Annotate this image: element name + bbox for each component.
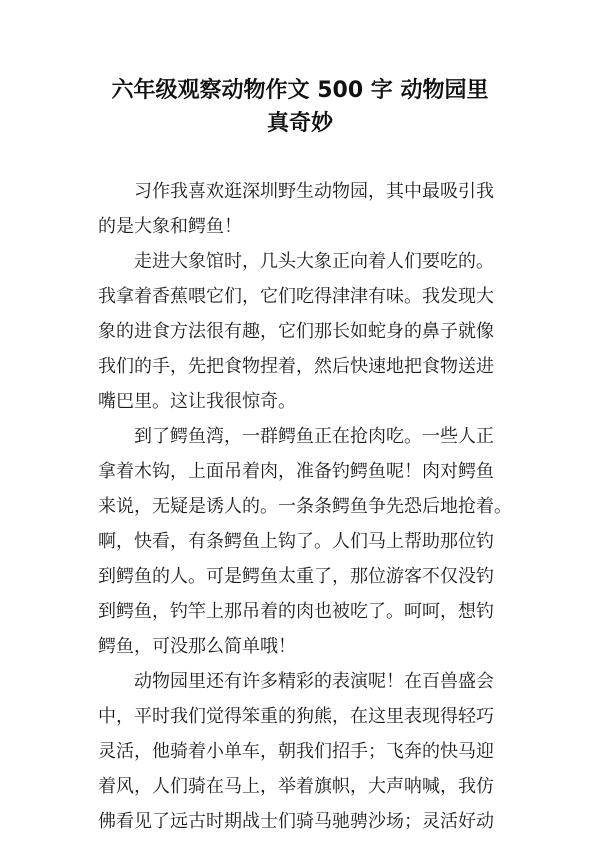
paragraph-line: 中，平时我们觉得笨重的狗熊，在这里表现得轻巧 <box>98 706 494 727</box>
essay-title-line-2: 真奇妙 <box>266 111 333 136</box>
paragraph-line: 嘴巴里。这让我很惊奇。 <box>98 391 296 412</box>
paragraph-line: 我们的手，先把食物捏着，然后快速地把食物送进 <box>98 356 494 377</box>
paragraph-line: 到了鳄鱼湾，一群鳄鱼正在抢肉吃。一些人正 <box>134 426 494 447</box>
paragraph-line: 拿着木钩，上面吊着肉，准备钓鳄鱼呢！肉对鳄鱼 <box>98 461 494 482</box>
essay-body <box>98 174 518 839</box>
essay-title-line-1: 六年级观察动物作文 500 字 动物园里 <box>111 78 489 103</box>
paragraph-line: 灵活，他骑着小单车，朝我们招手；飞奔的快马迎 <box>98 741 494 762</box>
paragraph-line: 佛看见了远古时期战士们骑马驰骋沙场；灵活好动 <box>98 811 494 832</box>
paragraph-line: 鳄鱼，可没那么简单哦！ <box>98 636 296 657</box>
paragraph-line: 来说，无疑是诱人的。一条条鳄鱼争先恐后地抢着。 <box>98 496 512 517</box>
paragraph-line: 啊，快看，有条鳄鱼上钩了。人们马上帮助那位钓 <box>98 531 494 552</box>
paragraph-line: 到鳄鱼，钓竿上那吊着的肉也被吃了。呵呵，想钓 <box>98 601 494 622</box>
paragraph-line: 的是大象和鳄鱼！ <box>98 216 242 237</box>
paragraph-line: 我拿着香蕉喂它们，它们吃得津津有味。我发现大 <box>98 286 494 307</box>
paragraph-line: 走进大象馆时，几头大象正向着人们要吃的。 <box>134 251 494 272</box>
paragraph-line: 象的进食方法很有趣，它们那长如蛇身的鼻子就像 <box>98 321 494 342</box>
paragraph-line: 着风，人们骑在马上，举着旗帜，大声呐喊，我仿 <box>98 776 494 797</box>
paragraph-line: 习作我喜欢逛深圳野生动物园，其中最吸引我 <box>134 181 494 202</box>
paragraph-line: 到鳄鱼的人。可是鳄鱼太重了，那位游客不仅没钓 <box>98 566 494 587</box>
paragraph-line: 动物园里还有许多精彩的表演呢！在百兽盛会 <box>134 671 494 692</box>
